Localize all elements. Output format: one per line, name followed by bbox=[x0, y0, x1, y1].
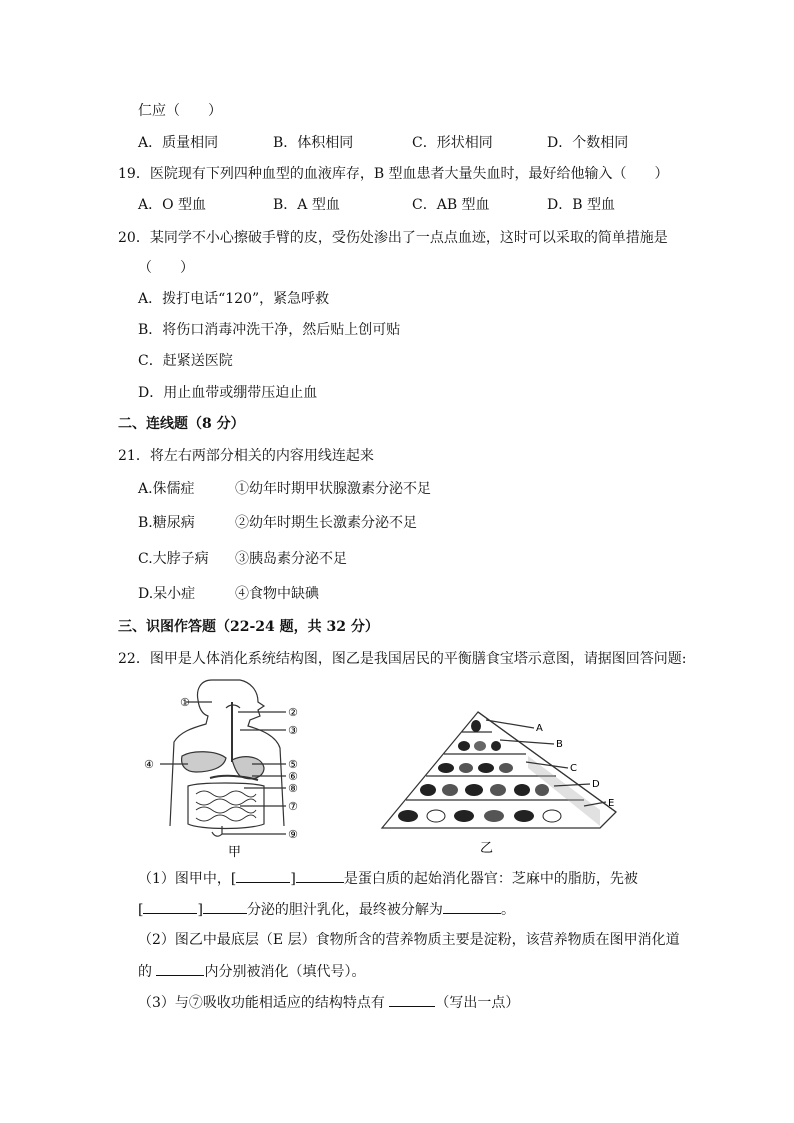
q18-option-b: B．体积相同 bbox=[273, 135, 354, 151]
fig-b-label-c: C bbox=[570, 763, 577, 774]
q22-sub1-a-pre: （1）图甲中，[ bbox=[138, 871, 237, 887]
q22-sub1-b-post1: 分泌的胆汁乳化，最终被分解为 bbox=[246, 902, 443, 918]
q22-sub2-line2 bbox=[138, 961, 365, 982]
q22-sub2-b-post: 内分别被消化（填代号）。 bbox=[204, 964, 366, 980]
q18-stem-tail: 仁应（ ） bbox=[138, 103, 222, 119]
section-3-title: 三、识图作答题（22-24 题，共 32 分） bbox=[118, 619, 379, 635]
q19-option-c: C．AB 型血 bbox=[412, 197, 490, 213]
fig-a-label-3: ③ bbox=[288, 724, 298, 737]
q22-sub1-line1 bbox=[138, 868, 638, 889]
fig-b-label-a: A bbox=[536, 723, 543, 734]
q21-right-1: ①幼年时期甲状腺激素分泌不足 bbox=[235, 481, 431, 497]
q21-stem: 21．将左右两部分相关的内容用线连起来 bbox=[118, 448, 374, 464]
q18-option-d: D．个数相同 bbox=[547, 135, 629, 151]
q21-right-2: ②幼年时期生长激素分泌不足 bbox=[235, 515, 417, 531]
q20-paren: （ ） bbox=[138, 260, 194, 276]
answer-blank-1[interactable] bbox=[236, 868, 290, 883]
q19-option-d: D．B 型血 bbox=[547, 197, 615, 213]
q20-option-b: B．将伤口消毒冲洗干净，然后贴上创可贴 bbox=[138, 322, 401, 338]
q21-left-d: D.呆小症 bbox=[138, 586, 196, 602]
fig-a-label-7: ⑦ bbox=[288, 800, 298, 813]
q22-sub1-b-post2: 。 bbox=[500, 902, 515, 918]
q22-stem: 22．图甲是人体消化系统结构图，图乙是我国居民的平衡膳食宝塔示意图，请据图回答问题: bbox=[118, 651, 687, 667]
q21-left-a: A.侏儒症 bbox=[138, 481, 195, 497]
fig-b-label-b: B bbox=[556, 739, 563, 750]
answer-blank-3[interactable] bbox=[143, 899, 197, 914]
q19-option-a: A．O 型血 bbox=[138, 197, 207, 213]
q21-left-c: C.大脖子病 bbox=[138, 551, 209, 567]
q19-stem: 19．医院现有下列四种血型的血液库存，B 型血患者大量失血时，最好给他输入（ ） bbox=[118, 166, 669, 182]
fig-b-label-e: E bbox=[608, 798, 615, 809]
q21-left-b: B.糖尿病 bbox=[138, 515, 195, 531]
answer-blank-7[interactable] bbox=[389, 992, 435, 1007]
fig-a-label-2: ② bbox=[288, 706, 298, 719]
fig-a-label-4: ④ bbox=[144, 758, 154, 771]
answer-blank-5[interactable] bbox=[443, 899, 501, 914]
q22-sub3-pre: （3）与⑦吸收功能相适应的结构特点有 bbox=[138, 995, 390, 1011]
q22-sub1-b-pre: [ bbox=[138, 902, 144, 918]
q22-sub1-a-post: 是蛋白质的起始消化器官：芝麻中的脂肪，先被 bbox=[343, 871, 638, 887]
q22-sub3-post: （写出一点） bbox=[435, 995, 520, 1011]
fig-a-label-8: ⑧ bbox=[288, 782, 298, 795]
fig-a-label-1: ① bbox=[180, 696, 190, 709]
fig-a-label-6: ⑥ bbox=[288, 770, 298, 783]
q20-option-d: D．用止血带或绷带压迫止血 bbox=[138, 385, 318, 401]
answer-blank-4[interactable] bbox=[203, 899, 247, 914]
answer-blank-6[interactable] bbox=[156, 961, 204, 976]
fig-a-label-5: ⑤ bbox=[288, 758, 298, 771]
q20-option-c: C．赶紧送医院 bbox=[138, 353, 233, 369]
q22-sub1-line2 bbox=[138, 899, 515, 920]
fig-a-label-9: ⑨ bbox=[288, 828, 298, 841]
q20-option-a: A．拨打电话“120”，紧急呼救 bbox=[138, 291, 330, 307]
q20-stem: 20．某同学不小心擦破手臂的皮，受伤处渗出了一点点血迹，这时可以采取的简单措施是 bbox=[118, 230, 668, 246]
q22-sub2-line1: （2）图乙中最底层（E 层）食物所含的营养物质主要是淀粉，该营养物质在图甲消化道 bbox=[138, 932, 680, 948]
fig-a-caption: 甲 bbox=[228, 845, 242, 860]
fig-b-label-d: D bbox=[592, 779, 600, 790]
q22-sub2-b-pre: 的 bbox=[138, 964, 157, 980]
q22-sub1-a-mid: ] bbox=[290, 871, 296, 887]
q22-sub1-b-mid: ] bbox=[197, 902, 203, 918]
food-pyramid-figure bbox=[378, 706, 640, 856]
q21-right-3: ③胰岛素分泌不足 bbox=[235, 551, 347, 567]
q19-option-b: B．A 型血 bbox=[273, 197, 340, 213]
q18-option-c: C．形状相同 bbox=[412, 135, 493, 151]
section-2-title: 二、连线题（8 分） bbox=[118, 416, 245, 432]
q22-sub3-line bbox=[138, 992, 519, 1013]
q18-option-a: A．质量相同 bbox=[138, 135, 219, 151]
q21-right-4: ④食物中缺碘 bbox=[235, 586, 319, 602]
digestive-system-figure bbox=[140, 676, 320, 860]
fig-b-caption: 乙 bbox=[480, 841, 494, 856]
answer-blank-2[interactable] bbox=[296, 868, 344, 883]
